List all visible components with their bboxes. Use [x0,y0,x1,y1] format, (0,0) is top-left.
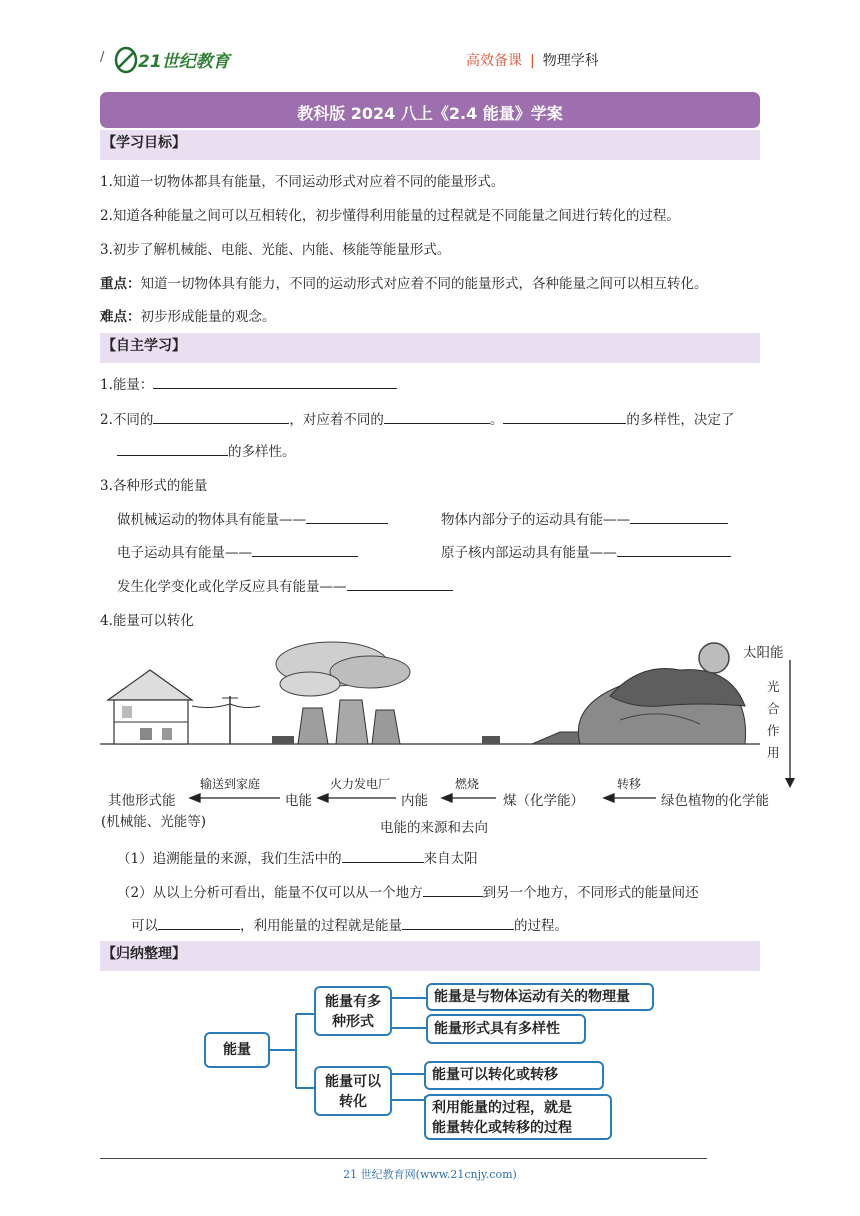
question-4: 4.能量可以转化 [100,613,194,629]
blank-4d[interactable] [402,915,514,930]
electric-energy-label: 电能 [285,793,312,809]
coal-label: 煤（化学能） [503,793,584,809]
photosynthesis-label [767,676,781,764]
power-plant-illustration [272,642,410,744]
blank-1[interactable] [153,374,397,389]
analysis-3-part-b: ，利用能量的过程就是能量 [240,918,402,934]
question-2-cont [117,440,296,460]
form-mechanical-text: 做机械运动的物体具有能量—— [117,512,306,528]
other-forms-sub-label: (机械能、光能等) [101,814,207,830]
arrow-label-power-plant: 火力发电厂 [330,777,391,791]
blank-2a[interactable] [153,409,289,424]
objective-2: 2.知道各种能量之间可以互相转化，初步懂得利用能量的过程就是不同能量之间进行转化的过程。 [100,208,680,224]
question-1-text: 1.能量： [100,377,154,393]
header-separator: | [530,53,535,69]
blank-4c[interactable] [158,915,240,930]
analysis-2-part-a: （2）从以上分析可看出，能量不仅可以从一个地方 [117,885,423,901]
header-subject-a: 高效备课 [466,53,522,69]
objective-1: 1.知道一切物体都具有能量，不同运动形式对应着不同的能量形式。 [100,174,505,190]
difficulty-label: 难点： [100,309,141,325]
photosynthesis-char-4: 用 [767,745,780,760]
blank-3b[interactable] [630,509,728,524]
other-forms-label: 其他形式能 [108,793,176,809]
photosynthesis-char-3: 作 [767,723,780,738]
solar-energy-label: 太阳能 [743,645,784,661]
analysis-2-part-b: 到另一个地方，不同形式的能量间还 [482,885,699,901]
summary-leaf-transform: 能量可以转化或转移 [424,1061,604,1090]
blank-3c[interactable] [252,542,358,557]
question-1 [100,373,397,393]
summary-leaf-diversity: 能量形式具有多样性 [426,1014,586,1044]
logo-text: 21世纪教育 [138,52,230,72]
blank-2b[interactable] [384,409,490,424]
forest-illustration [578,668,745,744]
question-2-part-d: 的多样性，决定了 [626,412,735,428]
section-self-study-heading: 【自主学习】 [100,333,760,363]
photosynthesis-char-1: 光 [767,679,780,694]
plant-energy-label: 绿色植物的化学能 [661,793,769,809]
photosynthesis-char-2: 合 [767,701,780,716]
question-2-part-b: ，对应着不同的 [289,412,384,428]
key-point-label: 重点： [100,276,141,292]
difficulty-text: 初步形成能量的观念。 [140,309,276,325]
internal-energy-label: 内能 [401,793,428,809]
footer-divider [100,1158,707,1159]
form-internal [441,508,728,528]
blank-2c[interactable] [503,409,626,424]
footer-source[interactable]: 21 世纪教育网(www.21cnjy.com) [343,1168,517,1181]
logo [112,44,242,76]
document-title: 教科版 2024 八上《2.4 能量》学案 [100,92,760,128]
analysis-3 [131,914,568,934]
difficulty [100,305,276,325]
form-chemical [117,575,453,595]
analysis-1-part-a: （1）追溯能量的来源，我们生活中的 [117,851,342,867]
question-2-part-a: 2.不同的 [100,412,154,428]
blank-3a[interactable] [306,509,388,524]
sun-icon [699,643,729,673]
summary-leaf-process-line1: 利用能量的过程，就是 [432,1100,572,1116]
form-chemical-text: 发生化学变化或化学反应具有能量—— [117,579,347,595]
flow-arrows [0,790,860,806]
question-2-part-c: 。 [489,412,504,428]
blank-3e[interactable] [347,576,453,591]
summary-branch-convert: 能量可以转化 [314,1066,392,1116]
question-2-part-e: 的多样性。 [228,444,296,460]
key-point-text: 知道一切物体具有能力，不同的运动形式对应着不同的能量形式，各种能量之间可以相互转化。 [140,276,708,292]
summary-branch-forms: 能量有多种形式 [314,986,392,1036]
blank-3d[interactable] [617,542,731,557]
photosynthesis-arrow [780,660,800,790]
blank-4a[interactable] [342,848,424,863]
objective-3: 3.初步了解机械能、电能、光能、内能、核能等能量形式。 [100,242,451,258]
form-internal-text: 物体内部分子的运动具有能—— [441,512,630,528]
analysis-1-part-b: 来自太阳 [423,851,478,867]
arrow-label-burn: 燃烧 [455,777,480,791]
arrow-label-transfer: 转移 [617,777,642,791]
section-objectives-heading: 【学习目标】 [100,130,760,160]
key-point [100,272,708,292]
section-summary-heading: 【归纳整理】 [100,941,760,971]
header-slash: / [100,50,105,65]
blank-4b[interactable] [423,882,483,897]
energy-source-illustration [100,636,760,761]
form-nuclear [441,541,731,561]
form-electric-text: 电子运动具有能量—— [117,545,252,561]
arrow-label-home: 输送到家庭 [200,777,261,791]
header-right [466,50,599,70]
analysis-3-part-a: 可以 [131,918,158,934]
form-mechanical [117,508,388,528]
question-2 [100,408,734,428]
analysis-2 [117,881,699,901]
form-nuclear-text: 原子核内部运动具有能量—— [441,545,617,561]
analysis-3-part-c: 的过程。 [514,918,568,934]
summary-leaf-process-line2: 能量转化或转移的过程 [432,1120,572,1136]
form-electric [117,541,358,561]
summary-root-node: 能量 [204,1032,270,1068]
analysis-1 [117,847,478,867]
house-illustration [108,670,192,744]
diagram-caption: 电能的来源和去向 [380,820,488,836]
summary-leaf-process [424,1094,612,1140]
summary-leaf-definition: 能量是与物体运动有关的物理量 [426,983,654,1011]
blank-2d[interactable] [117,441,228,456]
header-subject-b: 物理学科 [542,53,599,69]
question-3: 3.各种形式的能量 [100,478,208,494]
